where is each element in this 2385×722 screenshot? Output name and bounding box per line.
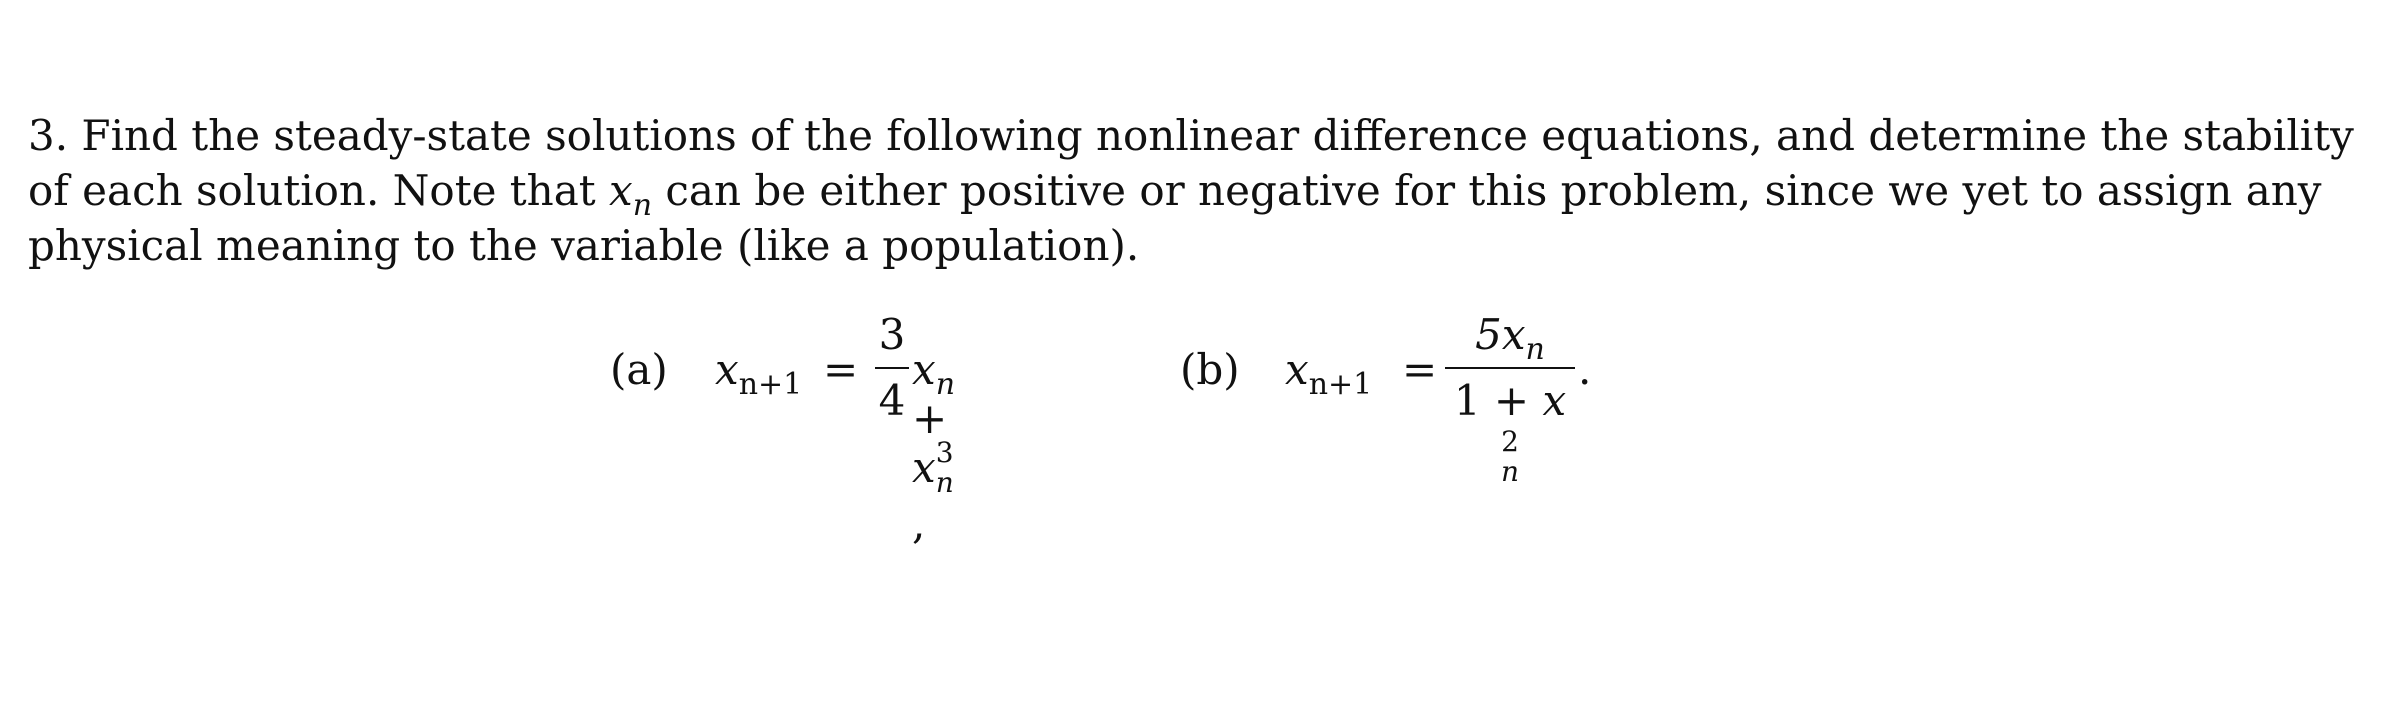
equation-a-term2-sub: n	[935, 466, 954, 499]
equation-a-tag: (a)	[610, 345, 668, 394]
equation-a-fraction	[875, 305, 909, 429]
equation-a-fraction-bar	[875, 367, 909, 369]
equations-block	[0, 305, 2385, 548]
problem-statement	[28, 108, 2354, 273]
equation-b-fraction	[1445, 305, 1575, 488]
equation-b-lhs-sub	[1309, 367, 1373, 402]
equation-b-fraction-num	[1445, 305, 1575, 365]
equation-a-lhs-var: x	[715, 345, 739, 394]
equation-a-fraction-den: 4	[878, 376, 906, 425]
equation-b-den-sub: n	[1500, 455, 1520, 488]
equation-b-lhs	[1285, 345, 1373, 402]
equation-b-den-scripts	[1500, 425, 1520, 488]
equation-a-comma: ,	[912, 499, 926, 548]
equation-b-fraction-bar	[1445, 367, 1575, 369]
equation-a-plus: +	[912, 394, 948, 443]
equation-a-term1-var: x	[912, 345, 936, 394]
equation-a-lhs	[715, 345, 803, 402]
variable-x: x	[609, 166, 633, 215]
equation-a-term2-sup: 3	[935, 436, 954, 469]
equation-a-fraction-num: 3	[878, 310, 906, 359]
equation-b-fraction-den	[1445, 373, 1575, 488]
equation-b-period: .	[1578, 345, 1592, 394]
equation-b-den-sup: 2	[1501, 425, 1519, 458]
problem-line-1: 3. Find the steady-state solutions of the following nonlinear difference equations, and determine the stability	[28, 111, 2354, 160]
equation-a-lhs-sub	[739, 367, 803, 402]
equation-b-tag: (b)	[1180, 345, 1240, 394]
equation-b-den-one: 1 +	[1453, 376, 1530, 425]
equation-b-lhs-var: x	[1285, 345, 1309, 394]
variable-subscript: n	[632, 188, 653, 223]
equation-b-lhs-sub-text: n+1	[1308, 367, 1373, 402]
equation-b-num: 5x	[1475, 310, 1526, 359]
problem-line-3: physical meaning to the variable (like a population).	[28, 221, 1140, 270]
equation-a-rhs	[912, 345, 955, 548]
equation-a-term2-scripts	[935, 436, 954, 499]
equation-a-term2-var: x	[912, 443, 936, 492]
problem-line-2	[28, 163, 2322, 223]
equation-b-den-var: x	[1542, 376, 1567, 425]
equation-a-lhs-sub-text: n+1	[738, 367, 803, 402]
equation-a-equals: =	[823, 345, 859, 394]
equation-b-num-sub: n	[1525, 332, 1545, 367]
equation-b-equals: =	[1402, 345, 1438, 394]
problem-line-2-start: of each solution. Note that	[28, 166, 596, 215]
problem-line-2-end: can be either positive or negative for this problem, since we yet to assign any	[665, 166, 2322, 215]
equation-a-term1-sub: n	[935, 367, 956, 402]
